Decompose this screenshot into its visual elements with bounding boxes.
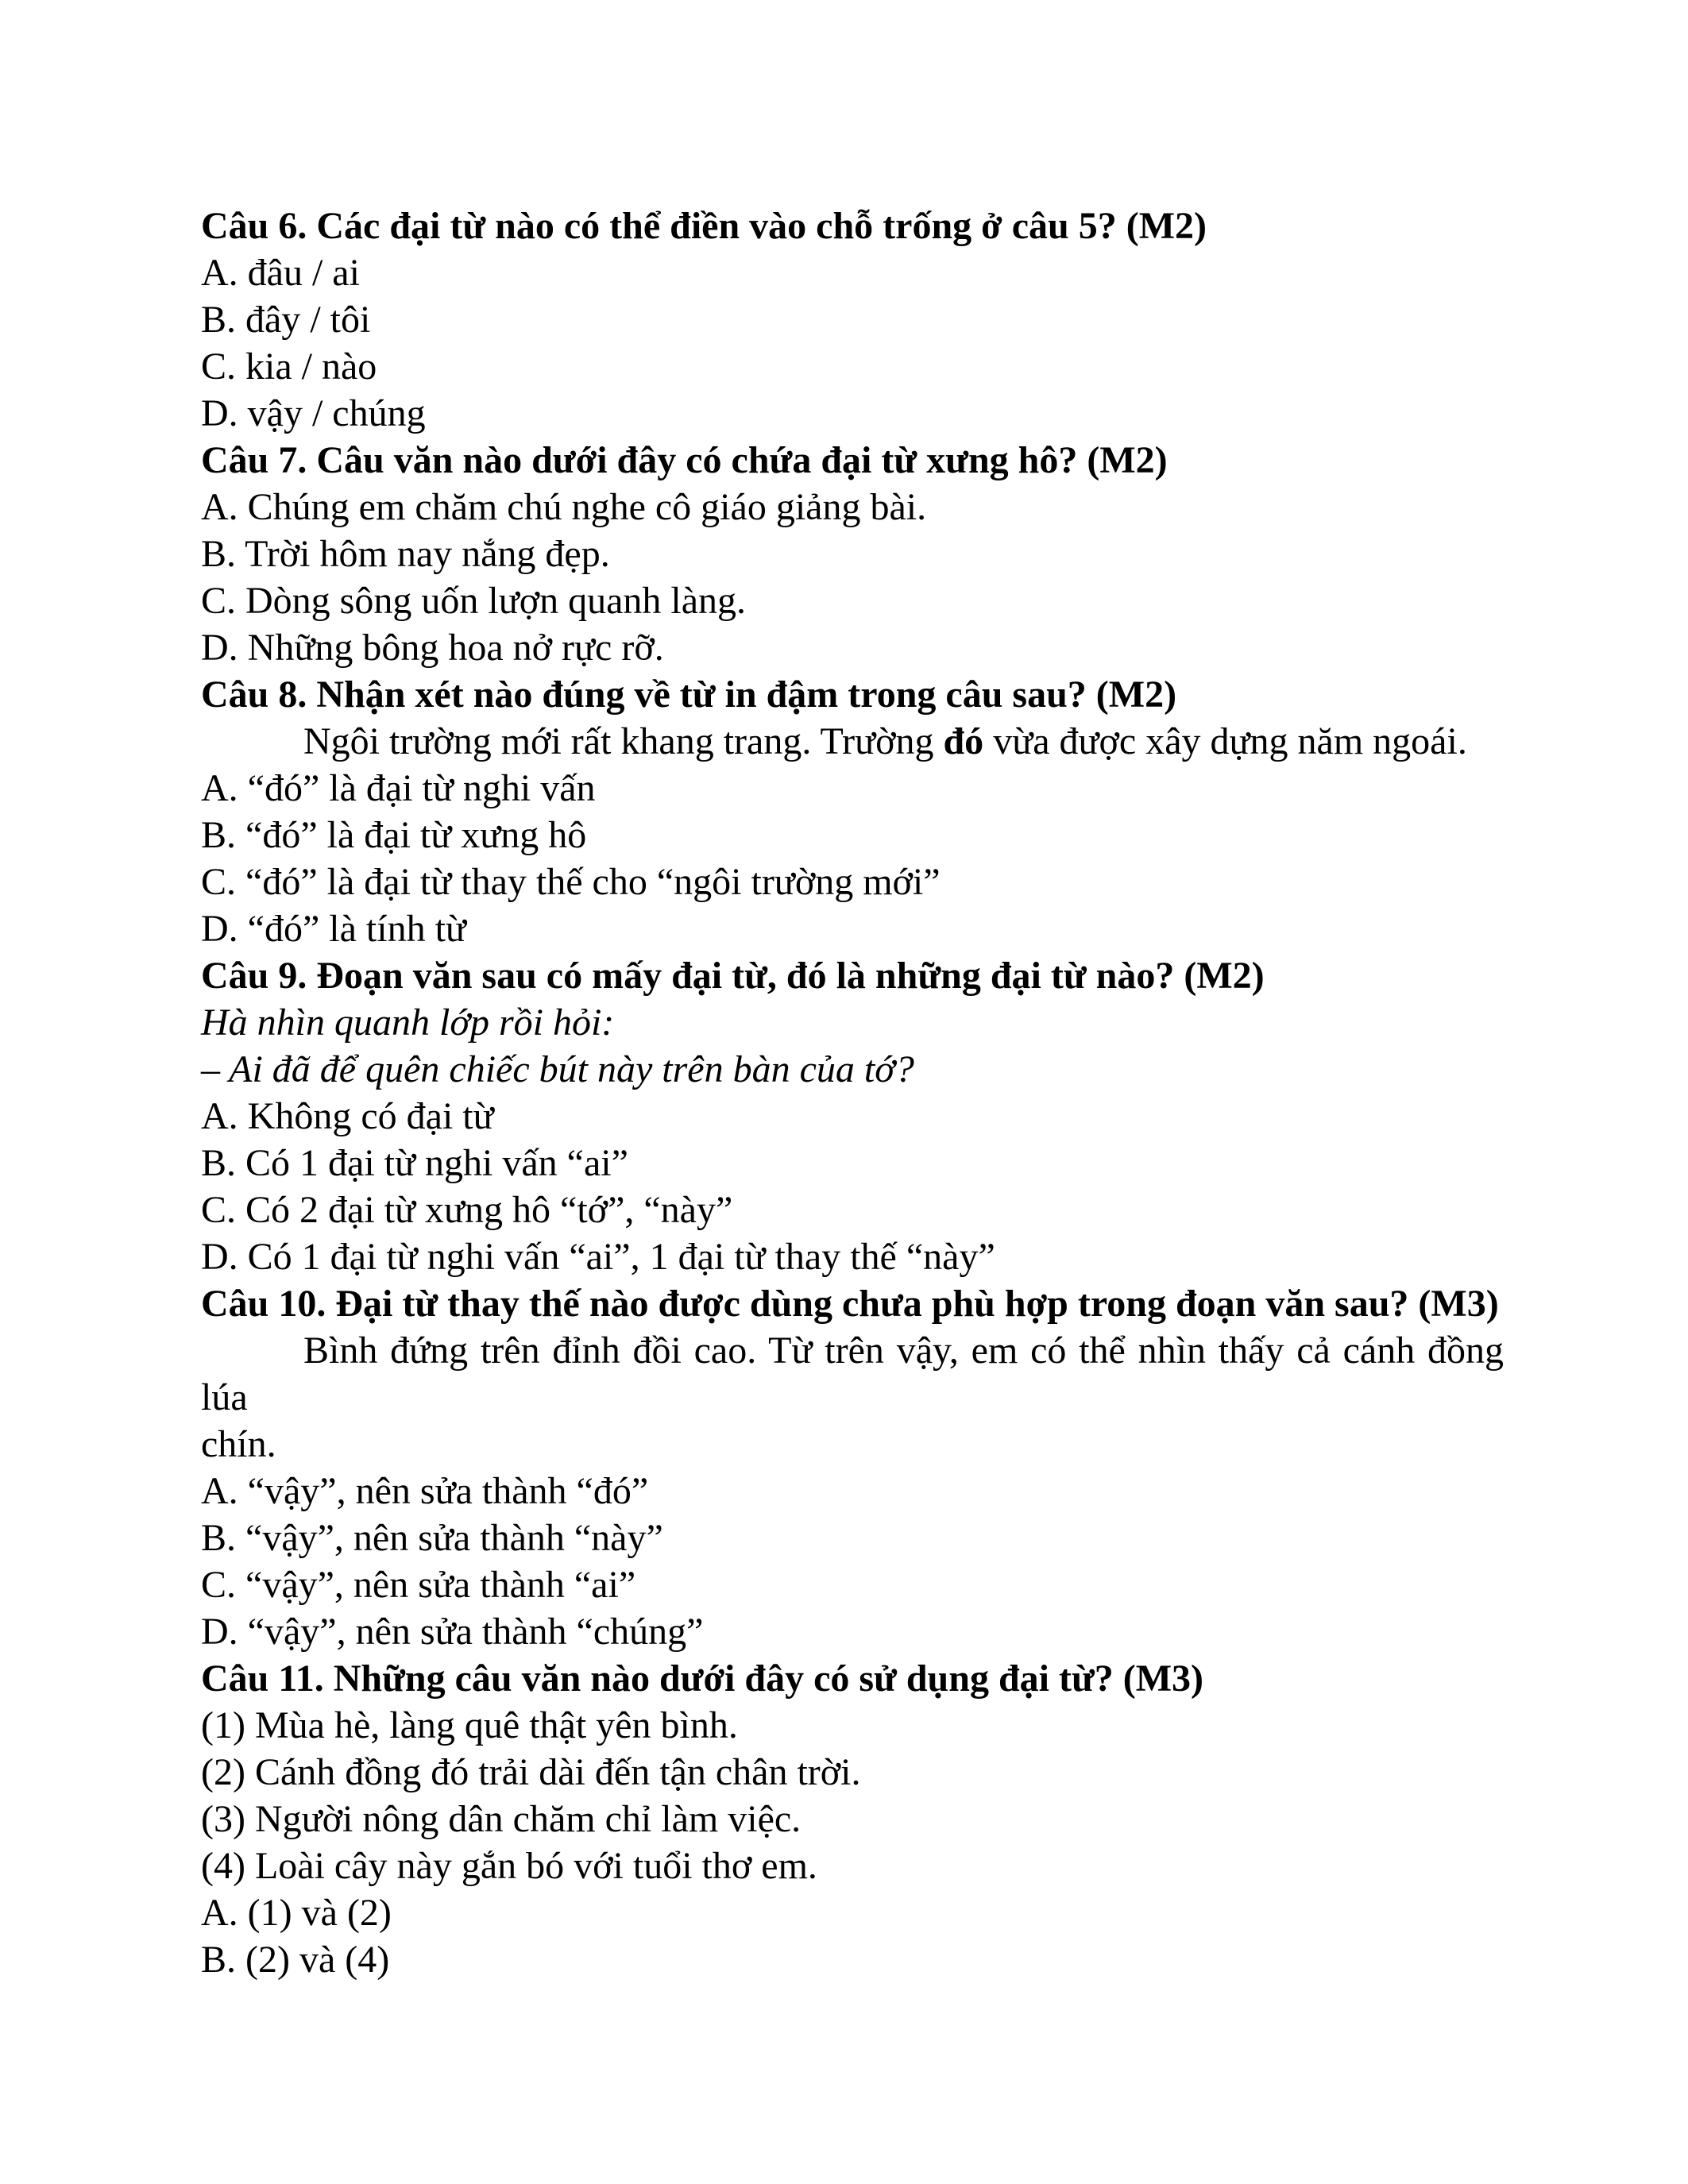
answer-option: A. Chúng em chăm chú nghe cô giáo giảng bài.: [201, 486, 927, 528]
question-block-9: [201, 952, 1504, 1280]
question-block-11: [201, 1655, 1504, 1983]
answer-option: B. Trời hôm nay nắng đẹp.: [201, 533, 610, 575]
question-passage-line: Bình đứng trên đỉnh đồi cao. Từ trên vậy, em có thể nhìn thấy cả cánh đồng lúa: [201, 1329, 1504, 1418]
question-block-8: [201, 671, 1504, 952]
question-heading: Câu 9. Đoạn văn sau có mấy đại từ, đó là những đại từ nào? (M2): [201, 955, 1265, 997]
question-passage-italic: – Ai đã để quên chiếc bút này trên bàn của tớ?: [201, 1048, 914, 1090]
question-passage-italic: Hà nhìn quanh lớp rồi hỏi:: [201, 1001, 615, 1044]
question-heading: Câu 8. Nhận xét nào đúng về từ in đậm trong câu sau? (M2): [201, 673, 1177, 716]
answer-option: D. “vậy”, nên sửa thành “chúng”: [201, 1611, 704, 1653]
answer-option: D. Có 1 đại từ nghi vấn “ai”, 1 đại từ thay thế “này”: [201, 1236, 995, 1278]
answer-option: A. “đó” là đại từ nghi vấn: [201, 767, 596, 809]
answer-option: A. Không có đại từ: [201, 1095, 494, 1137]
answer-option: A. (1) và (2): [201, 1892, 392, 1934]
answer-option: A. đâu / ai: [201, 252, 360, 294]
question-passage: [201, 718, 1504, 765]
question-heading: Câu 11. Những câu văn nào dưới đây có sử dụng đại từ? (M3): [201, 1657, 1204, 1700]
answer-option: D. vậy / chúng: [201, 392, 426, 434]
answer-option: C. “vậy”, nên sửa thành “ai”: [201, 1564, 636, 1606]
question-heading: Câu 10. Đại từ thay thế nào được dùng chưa phù hợp trong đoạn văn sau? (M3): [201, 1283, 1499, 1325]
answer-option: B. đây / tôi: [201, 299, 371, 341]
numbered-sentence: (2) Cánh đồng đó trải dài đến tận chân trời.: [201, 1751, 861, 1793]
answer-option: C. Có 2 đại từ xưng hô “tớ”, “này”: [201, 1189, 733, 1231]
answer-option: B. (2) và (4): [201, 1939, 390, 1981]
question-block-6: [201, 203, 1504, 437]
question-block-7: [201, 437, 1504, 671]
answer-option: A. “vậy”, nên sửa thành “đó”: [201, 1470, 649, 1512]
answer-option: B. Có 1 đại từ nghi vấn “ai”: [201, 1142, 628, 1184]
question-passage-line: chín.: [201, 1423, 276, 1465]
answer-option: C. Dòng sông uốn lượn quanh làng.: [201, 580, 747, 622]
question-block-10: [201, 1280, 1504, 1655]
answer-option: B. “đó” là đại từ xưng hô: [201, 814, 587, 856]
passage-text: Ngôi trường mới rất khang trang. Trường: [303, 720, 944, 762]
question-heading: Câu 6. Các đại từ nào có thể điền vào chỗ trống ở câu 5? (M2): [201, 205, 1207, 247]
answer-option: D. “đó” là tính từ: [201, 908, 466, 950]
answer-option: D. Những bông hoa nở rực rỡ.: [201, 627, 664, 669]
passage-bold-word: đó: [943, 720, 984, 762]
question-heading: Câu 7. Câu văn nào dưới đây có chứa đại từ xưng hô? (M2): [201, 439, 1168, 481]
answer-option: B. “vậy”, nên sửa thành “này”: [201, 1517, 663, 1559]
numbered-sentence: (4) Loài cây này gắn bó với tuổi thơ em.: [201, 1845, 817, 1887]
numbered-sentence: (3) Người nông dân chăm chỉ làm việc.: [201, 1798, 802, 1840]
answer-option: C. kia / nào: [201, 345, 377, 388]
numbered-sentence: (1) Mùa hè, làng quê thật yên bình.: [201, 1704, 738, 1746]
passage-text: vừa được xây dựng năm ngoái.: [983, 720, 1467, 762]
answer-option: C. “đó” là đại từ thay thế cho “ngôi trường mới”: [201, 861, 941, 903]
